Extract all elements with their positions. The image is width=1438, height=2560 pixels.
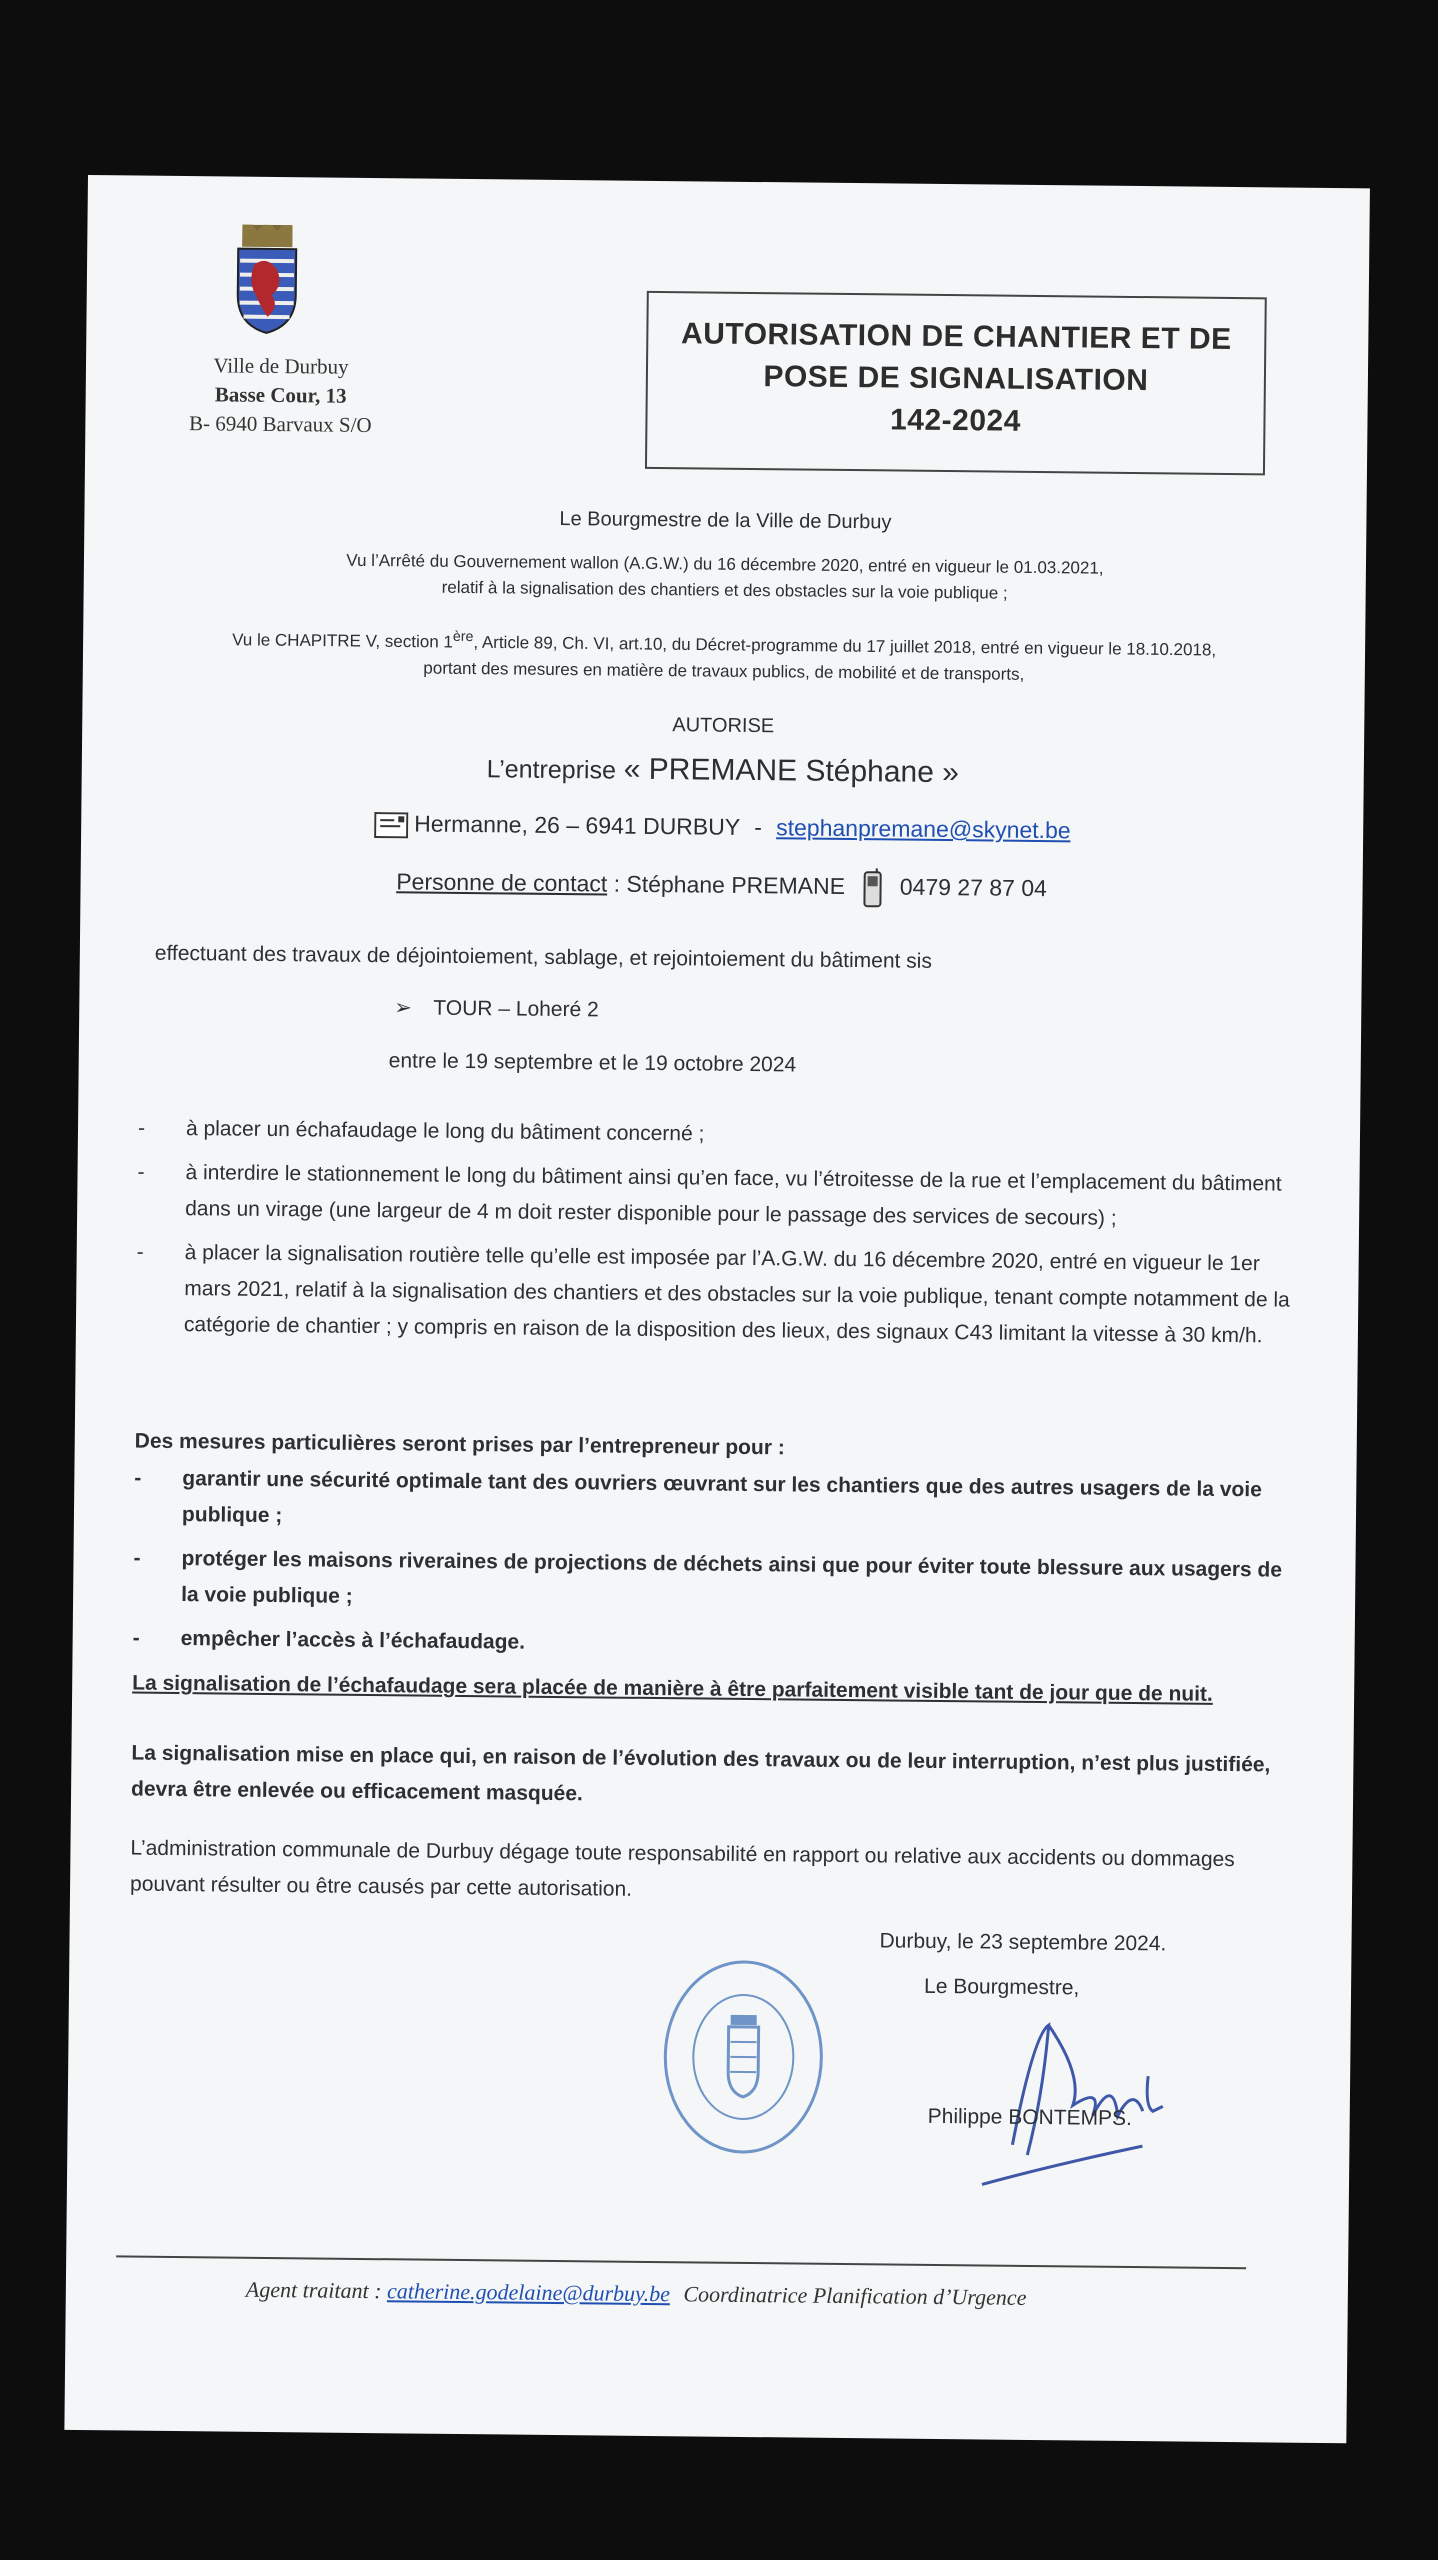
company-name: « PREMANE Stéphane » — [623, 752, 960, 790]
works-location: TOUR – Loheré 2 — [433, 996, 599, 1022]
vu-agw-line-1: Vu l’Arrêté du Gouvernement wallon (A.G.W.) du 16 décembre 2020, entré en vigueur le 01.03.2021, — [346, 550, 1104, 578]
works-location-line — [394, 990, 599, 1028]
list-item: - à placer un échafaudage le long du bâtiment concerné ; — [138, 1111, 1308, 1159]
city-name: Ville de Durbuy — [213, 353, 349, 379]
city-address-block — [155, 351, 406, 441]
vu-decret — [83, 620, 1366, 691]
vu-agw — [84, 545, 1366, 610]
autorise-label: AUTORISE — [672, 714, 775, 738]
city-postal: B- 6940 Barvaux S/O — [188, 411, 372, 437]
mobile-phone-icon — [861, 868, 883, 908]
company-email-link[interactable]: stephanpremane@skynet.be — [776, 814, 1071, 844]
company-prefix: L’entreprise — [486, 755, 617, 785]
list-item-text: protéger les maisons riveraines de projections de déchets ainsi que pour éviter toute blessure aux usagers de la voie publique ; — [181, 1547, 1283, 1608]
company-address-line — [81, 807, 1363, 848]
city-street: Basse Cour, 13 — [214, 382, 347, 408]
durbuy-crest-icon — [231, 225, 302, 336]
footer — [246, 2277, 1027, 2311]
contact-name: : Stéphane PREMANE — [613, 870, 846, 900]
authorization-list — [136, 1111, 1308, 1363]
company-address: Hermanne, 26 – 6941 DURBUY — [414, 810, 740, 840]
title-line-2: POSE DE SIGNALISATION — [763, 360, 1149, 398]
list-item: - à placer la signalisation routière telle qu’elle est imposée par l’A.G.W. du 16 décembre 2020, entré en vigueur le 1er mars 2021, relatif à la signalisation des chantiers et des obstacles sur la voie publique, tenant compte notamment de la catégorie de chantier ; y compris en raison de la disposition des lieux, des signaux C43 limitant la vitesse à 30 km/h. — [136, 1235, 1307, 1355]
list-item-text: empêcher l’accès à l’échafaudage. — [180, 1627, 526, 1654]
signature-name: Philippe BONTEMPS. — [927, 2104, 1133, 2131]
title-box — [645, 291, 1267, 475]
municipal-stamp — [657, 1956, 829, 2158]
list-item: - empêcher l’accès à l’échafaudage. — [132, 1621, 1302, 1669]
company-line — [82, 747, 1364, 794]
bourgmestre-heading: Le Bourgmestre de la Ville de Durbuy — [559, 507, 892, 534]
vu-decret-text-a: Vu le CHAPITRE V, section 1 — [232, 630, 454, 652]
list-item-text: à placer la signalisation routière telle qu’elle est imposée par l’A.G.W. du 16 décembre 2020, entré en vigueur le 1er mars 2021, relatif à la signalisation des chantiers et des obstacles sur la voie publique, tenant compte notamment de la catégorie de chantier ; y compris en raison de la disposition des lieux, des signaux C43 limitant la vitesse à 30 km/h. — [183, 1241, 1290, 1348]
list-item-text: garantir une sécurité optimale tant des ouvriers œuvrant sur les chantiers que des autres usagers de la voie publique ; — [181, 1467, 1262, 1528]
signature-place-date: Durbuy, le 23 septembre 2024. — [879, 1929, 1167, 1956]
signature-role: Le Bourgmestre, — [923, 1974, 1080, 2000]
title-line-1: AUTORISATION DE CHANTIER ET DE — [680, 317, 1232, 356]
vu-agw-line-2: relatif à la signalisation des chantiers et des obstacles sur la voie publique ; — [441, 577, 1008, 603]
visibility-notice: La signalisation de l’échafaudage sera placée de manière à être parfaitement visible tant de jour que de nuit. — [132, 1671, 1213, 1706]
footer-divider — [116, 2255, 1246, 2269]
vu-decret-line-2: portant des mesures en matière de travaux publics, de mobilité et de transports, — [423, 658, 1025, 684]
arrow-icon: ➢ — [394, 996, 413, 1020]
works-period: entre le 19 septembre et le 19 octobre 2024 — [388, 1049, 797, 1077]
agent-label: Agent traitant : — [245, 2276, 382, 2304]
list-item-text: à placer un échafaudage le long du bâtiment concerné ; — [185, 1117, 705, 1146]
contact-phone: 0479 27 87 04 — [899, 873, 1048, 902]
envelope-icon — [374, 812, 408, 838]
list-item-text: à interdire le stationnement le long du bâtiment ainsi qu’en face, vu l’étroitesse de la rue et l’emplacement du bâtiment dans un virage (une largeur de 4 m doit rester disponible pour le passage des services de secours) ; — [185, 1161, 1282, 1230]
agent-email-link[interactable]: catherine.godelaine@durbuy.be — [386, 2278, 671, 2307]
list-item: - à interdire le stationnement le long du bâtiment ainsi qu’en face, vu l’étroitesse de la rue et l’emplacement du bâtiment dans un virage (une largeur de 4 m doit rester disponible pour le passage des services de secours) ; — [137, 1155, 1308, 1239]
list-item: - protéger les maisons riveraines de projections de déchets ainsi que pour éviter toute blessure aux usagers de la voie publique ; — [133, 1541, 1304, 1625]
works-description: effectuant des travaux de déjointoiement, sablage, et rejointoiement du bâtiment sis — [154, 941, 933, 973]
vu-decret-sup: ère — [452, 628, 474, 646]
removal-notice: La signalisation mise en place qui, en raison de l’évolution des travaux ou de leur interruption, n’est plus justifiée, devra être enlevée ou efficacement masquée. — [130, 1741, 1271, 1806]
disclaimer: L’administration communale de Durbuy dégage toute responsabilité en rapport ou relative aux accidents ou dommages pouvant résulter ou être causés par cette autorisation. — [129, 1836, 1235, 1901]
contact-label: Personne de contact — [396, 868, 608, 897]
document-page — [64, 175, 1370, 2443]
title-number: 142-2024 — [889, 403, 1022, 438]
address-dash: - — [754, 814, 762, 841]
contact-line — [80, 860, 1362, 913]
measures-heading: Des mesures particulières seront prises par l’entrepreneur pour : — [134, 1429, 785, 1460]
measures-list — [132, 1461, 1304, 1677]
list-item: - garantir une sécurité optimale tant des ouvriers œuvrant sur les chantiers que des autres usagers de la voie publique ; — [134, 1461, 1305, 1545]
vu-decret-text-b: , Article 89, Ch. VI, art.10, du Décret-programme du 17 juillet 2018, entré en vigueur le 18.10.2018, — [473, 632, 1217, 660]
agent-role: Coordinatrice Planification d’Urgence — [683, 2281, 1027, 2310]
